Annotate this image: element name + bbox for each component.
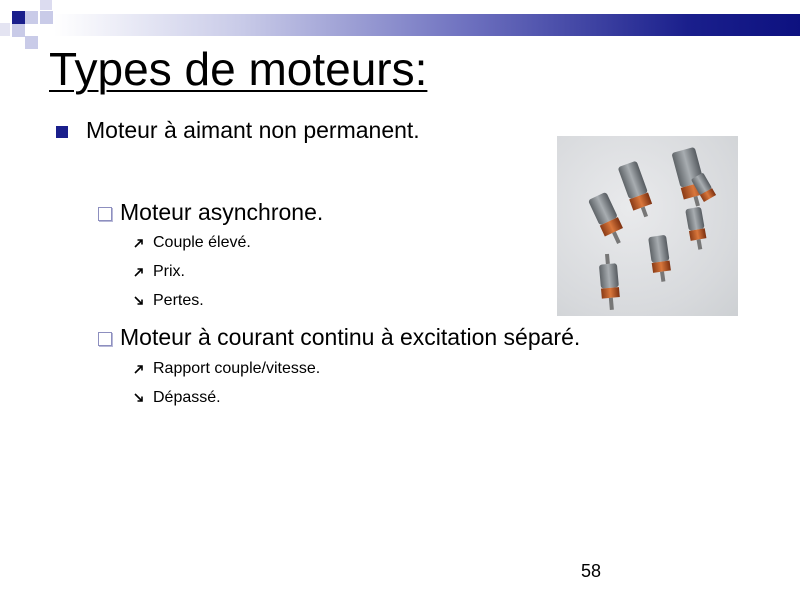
bullet-text: Moteur asynchrone. — [120, 199, 324, 225]
bullet-text: Pertes. — [153, 292, 204, 309]
bullet-text: Rapport couple/vitesse. — [153, 360, 321, 377]
arrow-up-right-icon — [134, 238, 144, 248]
slide-title: Types de moteurs: — [49, 43, 428, 95]
hollow-square-bullet-icon — [98, 332, 112, 346]
motor-rotors-photo — [557, 136, 738, 316]
hollow-square-bullet-icon — [98, 207, 112, 221]
header-gradient-bar — [54, 14, 800, 36]
bullet-text: Dépassé. — [153, 389, 221, 406]
bullet-text: Prix. — [153, 263, 185, 280]
bullet-level2-item — [98, 324, 580, 351]
bullet-level3-item — [134, 263, 185, 281]
bullet-level3-item — [134, 234, 251, 252]
square-bullet-icon — [56, 126, 68, 138]
bullet-text: Moteur à aimant non permanent. — [86, 117, 420, 143]
arrow-up-right-icon — [134, 267, 144, 277]
arrow-down-right-icon — [134, 296, 144, 306]
electric-motor-rotors-icon — [557, 136, 738, 316]
arrow-down-right-icon — [134, 393, 144, 403]
bullet-text: Couple élevé. — [153, 234, 251, 251]
bullet-level3-item — [134, 292, 204, 310]
bullet-level2-item — [98, 199, 323, 226]
arrow-up-right-icon — [134, 364, 144, 374]
bullet-level3-item — [134, 360, 320, 378]
bullet-text: Moteur à courant continu à excitation séparé. — [120, 324, 581, 350]
bullet-level1-item — [56, 117, 420, 144]
page-number: 58 — [581, 561, 602, 581]
bullet-level3-item — [134, 389, 221, 407]
